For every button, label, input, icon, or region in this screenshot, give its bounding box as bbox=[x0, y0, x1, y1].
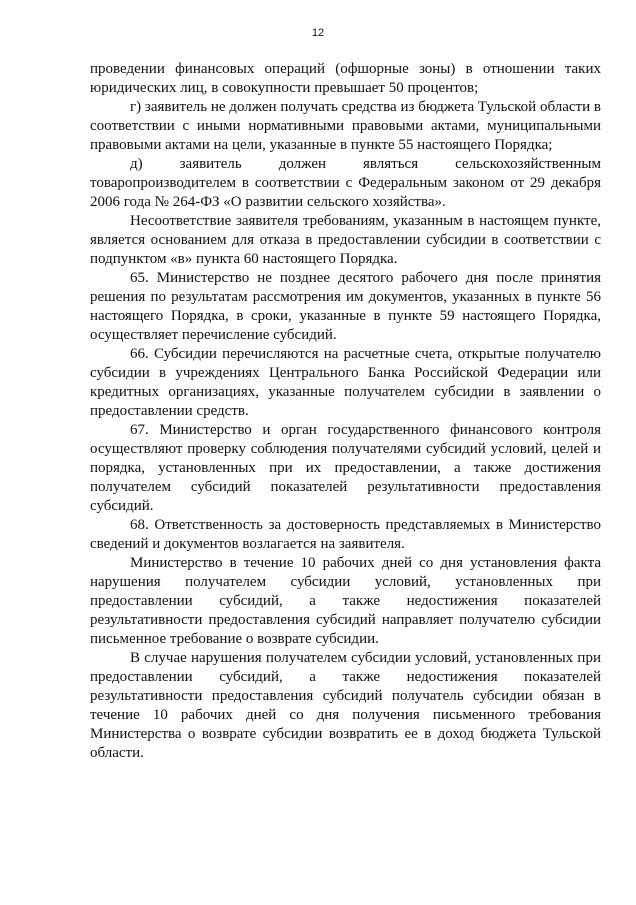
paragraph: проведении финансовых операций (офшорные зоны) в отношении таких юридических лиц, в совокупности превышает 50 процентов; bbox=[90, 61, 601, 96]
paragraph: Министерство в течение 10 рабочих дней со дня установления факта нарушения получателем субсидии условий, установленных при предоставлении субсидий, а также недостижения показателей результативности предоставления субсидий направляет получателю субсидии письменное требование о возврате субсидии. bbox=[90, 555, 601, 647]
paragraph-clause-65: 65. Министерство не позднее десятого рабочего дня после принятия решения по результатам рассмотрения им документов, указанных в пункте 56 настоящего Порядка, в сроки, указанные в пункте 59 настоящего Порядка, осуществляет перечисление субсидий. bbox=[90, 270, 601, 343]
paragraph-clause-67: 67. Министерство и орган государственного финансового контроля осуществляют проверку соблюдения получателями субсидий условий, целей и порядка, установленных при их предоставлении, а также достижения получателем субсидий показателей результативности предоставления субсидий. bbox=[90, 422, 601, 514]
paragraph-item-g: г) заявитель не должен получать средства из бюджета Тульской области в соответствии с иными нормативными правовыми актами, муниципальными правовыми актами на цели, указанные в пункте 55 настоящего Порядка; bbox=[90, 99, 601, 153]
document-body bbox=[90, 60, 601, 763]
paragraph: В случае нарушения получателем субсидии условий, установленных при предоставлении субсидий, а также недостижения показателей результативности предоставления субсидий получатель субсидии обязан в течение 10 рабочих дней со дня получения письменного требования Министерства о возврате субсидии возвратить ее в доход бюджета Тульской области. bbox=[90, 650, 601, 761]
paragraph: Несоответствие заявителя требованиям, указанным в настоящем пункте, является основанием для отказа в предоставлении субсидии в соответствии с подпунктом «в» пункта 60 настоящего Порядка. bbox=[90, 213, 601, 267]
page-number: 12 bbox=[311, 27, 325, 39]
paragraph-clause-68: 68. Ответственность за достоверность представляемых в Министерство сведений и документов возлагается на заявителя. bbox=[90, 517, 601, 552]
paragraph-clause-66: 66. Субсидии перечисляются на расчетные счета, открытые получателю субсидии в учреждениях Центрального Банка Российской Федерации или кредитных организациях, указанные получателем субсидии в заявлении о предоставлении средств. bbox=[90, 346, 601, 419]
paragraph-item-d: д) заявитель должен являться сельскохозяйственным товаропроизводителем в соответствии с Федеральным законом от 29 декабря 2006 года № 264-ФЗ «О развитии сельского хозяйства». bbox=[90, 156, 601, 210]
